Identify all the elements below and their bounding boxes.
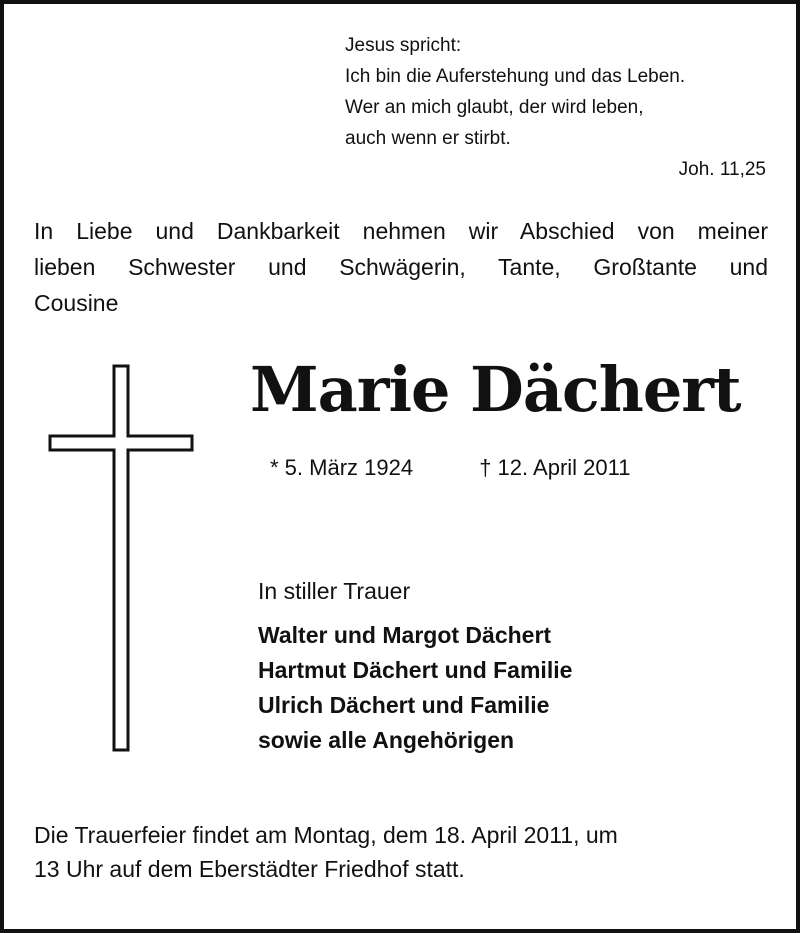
farewell-line: Cousine xyxy=(34,290,119,316)
bible-verse xyxy=(345,30,770,185)
deceased-name: Marie Dächert xyxy=(250,353,741,426)
farewell-line: In Liebe und Dankbarkeit nehmen wir Abschied von meiner xyxy=(34,218,768,244)
verse-reference: Joh. 11,25 xyxy=(678,159,766,180)
verse-line: auch wenn er stirbt. xyxy=(345,128,511,149)
farewell-line: lieben Schwester und Schwägerin, Tante, Großtante und xyxy=(34,254,768,280)
cross-icon xyxy=(48,364,194,752)
verse-line: Wer an mich glaubt, der wird leben, xyxy=(345,97,644,118)
birth-date: * 5. März 1924 xyxy=(270,455,414,480)
farewell-text xyxy=(34,213,768,321)
verse-line: Ich bin die Auferstehung und das Leben. xyxy=(345,66,686,87)
funeral-info-line: 13 Uhr auf dem Eberstädter Friedhof statt. xyxy=(34,856,465,882)
funeral-info xyxy=(34,818,774,886)
mourner-entry: sowie alle Angehörigen xyxy=(258,727,515,753)
funeral-info-line: Die Trauerfeier findet am Montag, dem 18. April 2011, um xyxy=(34,822,618,848)
death-date: † 12. April 2011 xyxy=(479,455,631,480)
mourner-entry: Walter und Margot Dächert xyxy=(258,622,552,648)
mourning-heading: In stiller Trauer xyxy=(258,578,411,604)
mourner-entry: Ulrich Dächert und Familie xyxy=(258,692,550,718)
verse-line: Jesus spricht: xyxy=(345,35,462,56)
mourner-entry: Hartmut Dächert und Familie xyxy=(258,657,573,683)
mourners-list xyxy=(258,618,572,758)
life-dates xyxy=(270,450,630,486)
